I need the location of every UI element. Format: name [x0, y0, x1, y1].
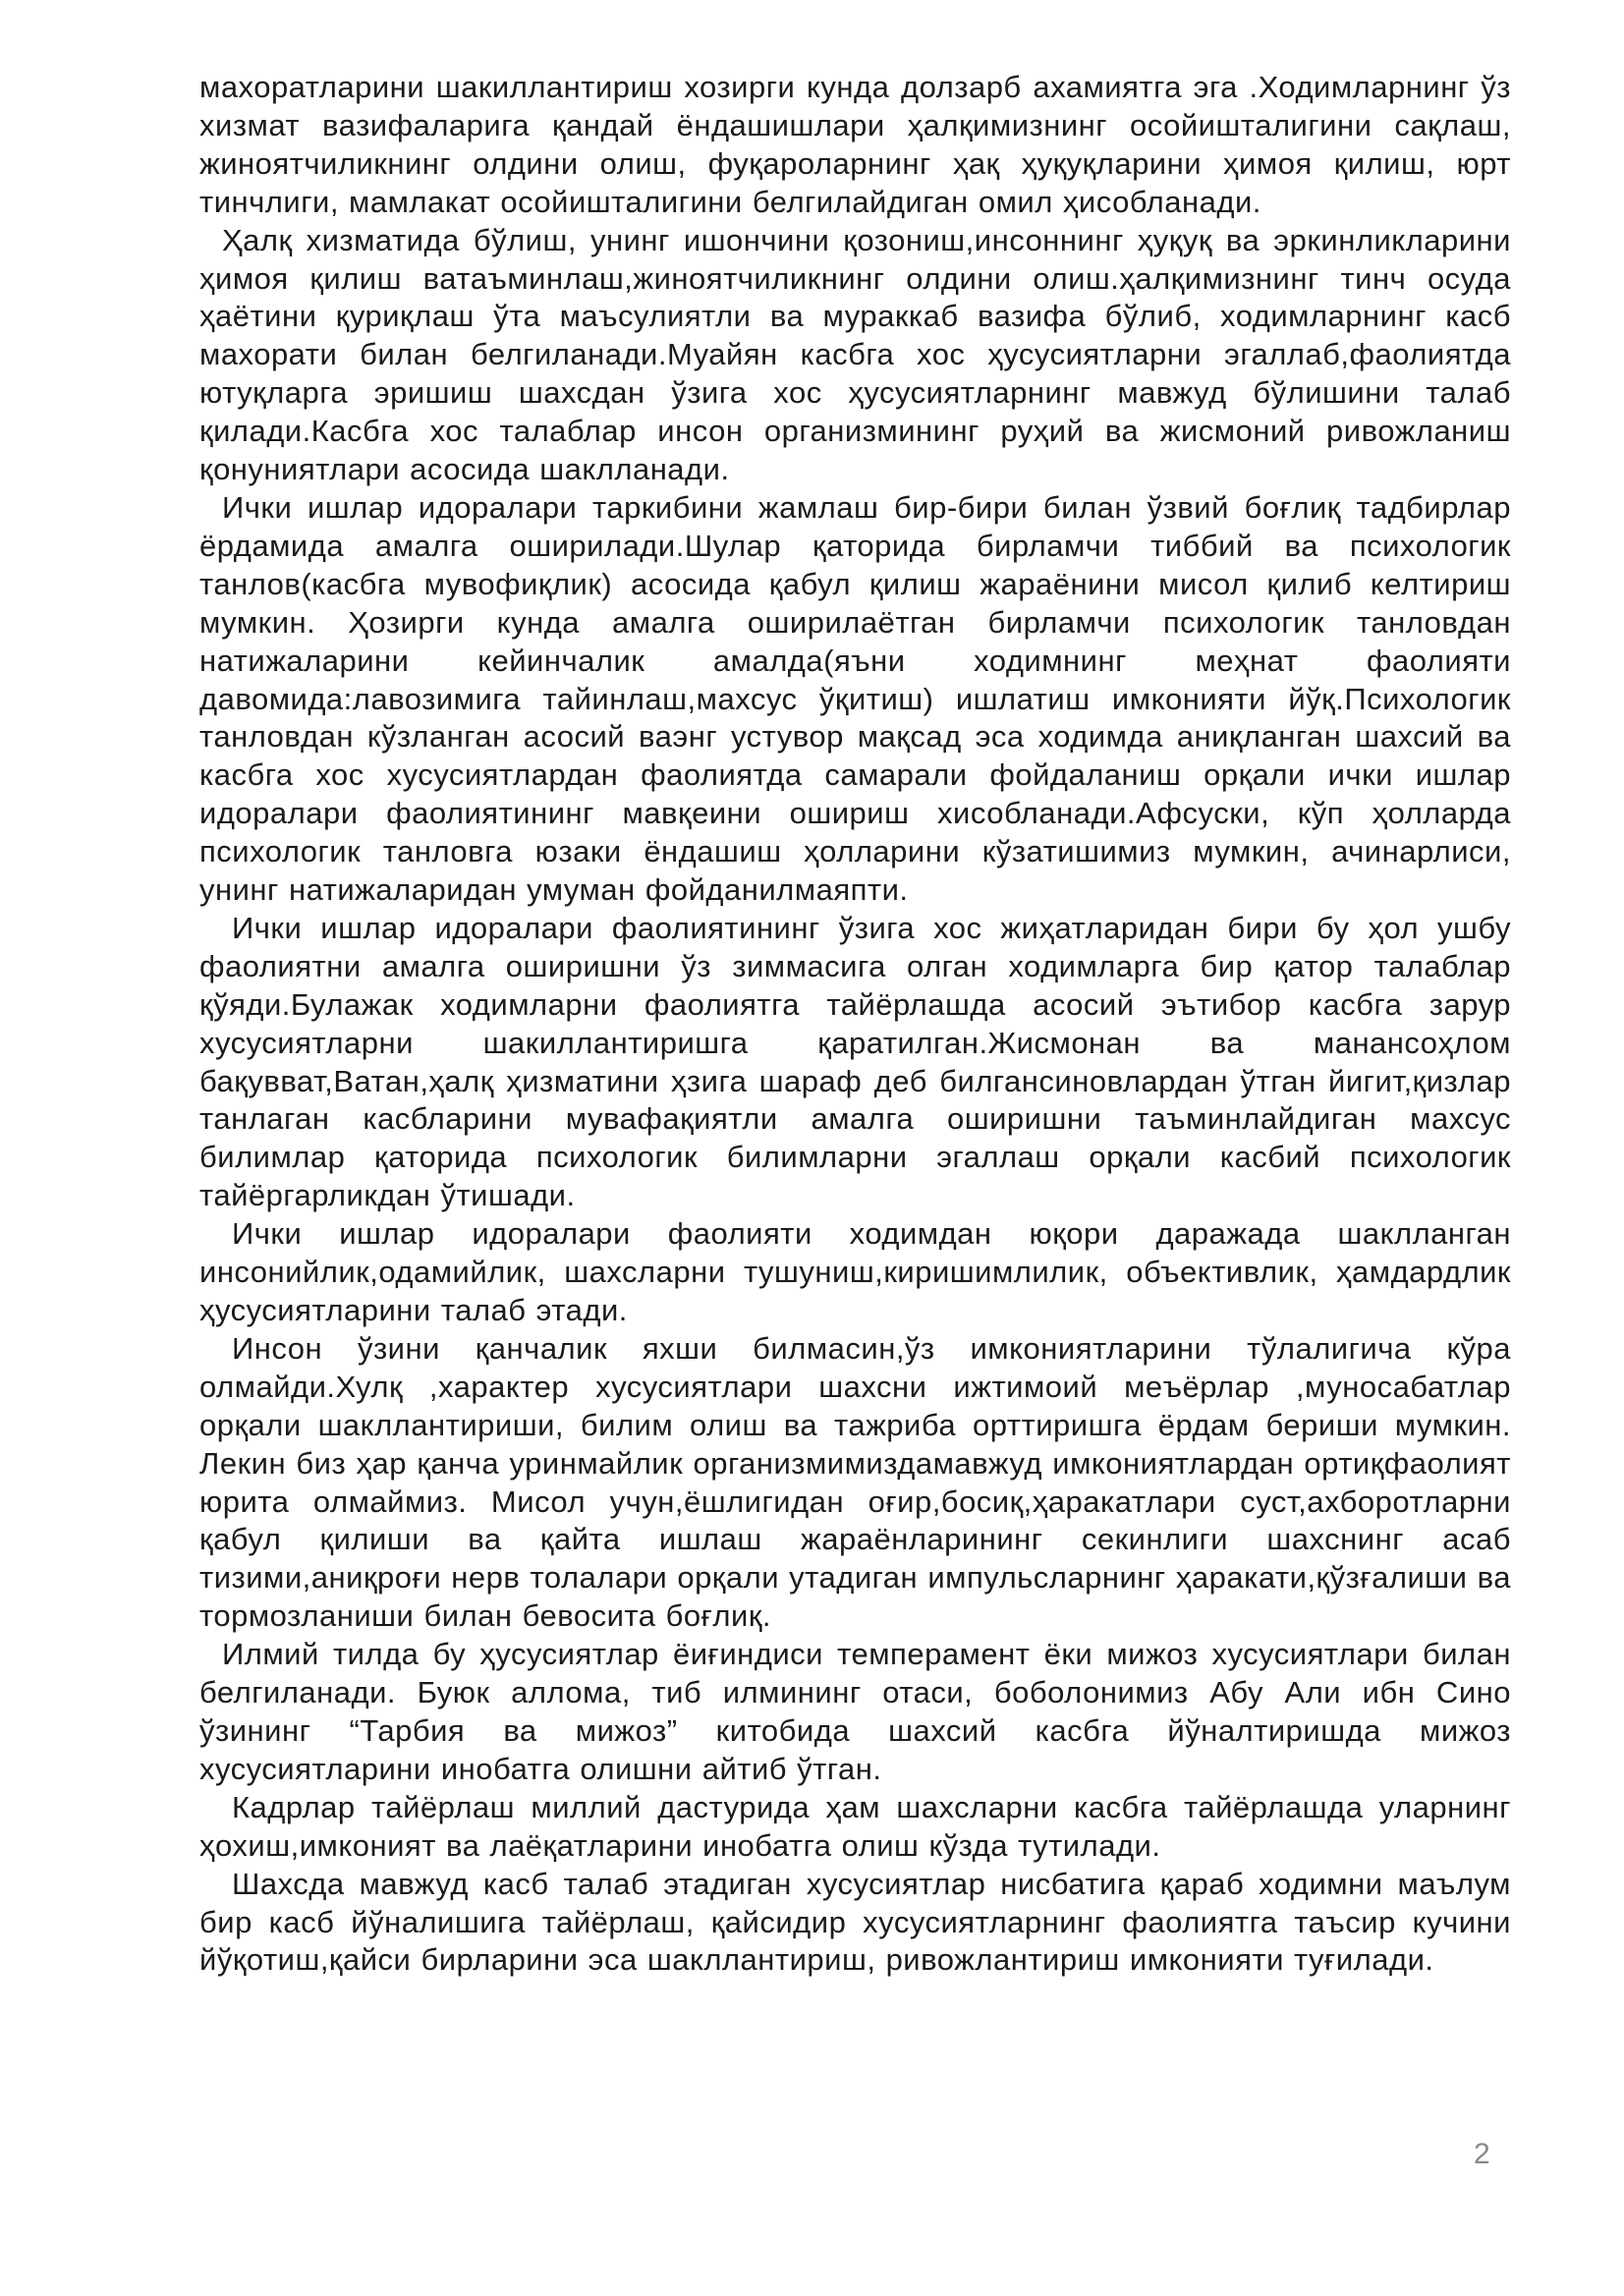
document-body	[199, 69, 1511, 1980]
paragraph-1: махоратларини шакиллантириш хозирги кунда долзарб ахамиятга эга .Ходимларнинг ўз хизмат вазифаларига қандай ёндашишлари ҳалқимизнинг осойишталигини сақлаш, жиноятчиликнинг олдини олиш, фуқароларнинг ҳақ ҳуқуқларини ҳимоя қилиш, юрт тинчлиги, мамлакат осойишталигини белгилайдиган омил ҳисобланади.	[199, 70, 1511, 219]
paragraph-9: Шахсда мавжуд касб талаб этадиган хусусиятлар нисбатига қараб ходимни маълум бир касб йўналишига тайёрлаш, қайсидир хусусиятларнинг фаолиятга таъсир кучини йўқотиш,қайси бирларини эса шакллантириш, ривожлантириш имконияти туғилади.	[199, 1866, 1511, 1978]
paragraph-5: Ички ишлар идоралари фаолияти ходимдан юқори даражада шаклланган инсонийлик,одамийлик, шахсларни тушуниш,киришимлилик, объективлик, ҳамдардлик ҳусусиятларини талаб этади.	[199, 1216, 1511, 1327]
paragraph-6: Инсон ўзини қанчалик яхши билмасин,ўз имкониятларини тўлалигича кўра олмайди.Хулқ ,характер хусусиятлари шахсни ижтимоий меъёрлар ,муносабатлар орқали шакллантириши, билим олиш ва тажриба орттиришга ёрдам бериши мумкин. Лекин биз ҳар қанча уринмайлик организмимиздамавжуд имкониятлардан ортиқфаолият юрита олмаймиз. Мисол учун,ёшлигидан оғир,босиқ,ҳаракатлари суст,ахборотларни қабул қилиши ва қайта ишлаш жараёнларининг секинлиги шахснинг асаб тизими,аниқроғи нерв толалари орқали утадиган импульсларнинг ҳаракати,қўзғалиши ва тормозланиши билан бевосита боғлиқ.	[199, 1330, 1511, 1634]
paragraph-3: Ички ишлар идоралари таркибини жамлаш бир-бири билан ўзвий боғлиқ тадбирлар ёрдамида амалга оширилади.Шулар қаторида бирламчи тиббий ва психологик танлов(касбга мувофиқлик) асосида қабул қилиш жараёнини мисол қилиб келтириш мумкин. Ҳозирги кунда амалга оширилаётган бирламчи психологик танловдан натижаларини кейинчалик амалда(яъни ходимнинг меҳнат фаолияти давомида:лавозимига тайинлаш,махсус ўқитиш) ишлатиш имконияти йўқ.Психологик танловдан кўзланган асосий ваэнг устувор мақсад эса ходимда аниқланган шахсий ва касбга хос хусусиятлардан фаолиятда самарали фойдаланиш орқали ички ишлар идоралари фаолиятининг мавқеини ошириш хисобланади.Афсуски, кўп ҳолларда психологик танловга юзаки ёндашиш ҳолларини кўзатишимиз мумкин, ачинарлиси, унинг натижаларидан умуман фойданилмаяпти.	[199, 489, 1511, 908]
paragraph-4: Ички ишлар идоралари фаолиятининг ўзига хос жиҳатларидан бири бу ҳол ушбу фаолиятни амалга оширишни ўз зиммасига олган ходимларга бир қатор талаблар қўяди.Булажак ходимларни фаолиятга тайёрлашда асосий эътибор касбга зарур хусусиятларни шакиллантиришга қаратилган.Жисмонан ва манансоҳлом бақувват,Ватан,ҳалқ ҳизматини ҳзига шараф деб билгансиновлардан ўтган йигит,қизлар танлаган касбларини мувафақиятли амалга оширишни таъминлайдиган махсус билимлар қаторида психологик билимларни эгаллаш орқали касбий психологик тайёргарликдан ўтишади.	[199, 910, 1511, 1213]
paragraph-7: Илмий тилда бу ҳусусиятлар ёиғиндиси темперамент ёки мижоз хусусиятлари билан белгиланади. Буюк аллома, тиб илмининг отаси, боболонимиз Абу Али ибн Сино ўзининг “Тарбия ва мижоз” китобида шахсий касбга йўналтиришда мижоз хусусиятларини инобатга олишни айтиб ўтган.	[199, 1637, 1511, 1786]
paragraph-2: Ҳалқ хизматида бўлиш, унинг ишончини қозониш,инсоннинг ҳуқуқ ва эркинликларини ҳимоя қилиш ватаъминлаш,жиноятчиликнинг олдини олиш.ҳалқимизнинг тинч осуда ҳаётини қуриқлаш ўта маъсулиятли ва мураккаб вазифа бўлиб, ходимларнинг касб махорати билан белгиланади.Муайян касбга хос ҳусусиятларни эгаллаб,фаолиятда ютуқларга эришиш шахсдан ўзига хос ҳусусиятларнинг мавжуд бўлишини талаб қилади.Касбга хос талаблар инсон организмининг руҳий ва жисмоний ривожланиш қонуниятлари асосида шаклланади.	[199, 222, 1511, 487]
paragraph-8: Кадрлар тайёрлаш миллий дастурида ҳам шахсларни касбга тайёрлашда уларнинг ҳохиш,имконият ва лаёқатларини инобатга олиш кўзда тутилади.	[199, 1789, 1511, 1863]
page-number: 2	[1474, 2138, 1490, 2170]
